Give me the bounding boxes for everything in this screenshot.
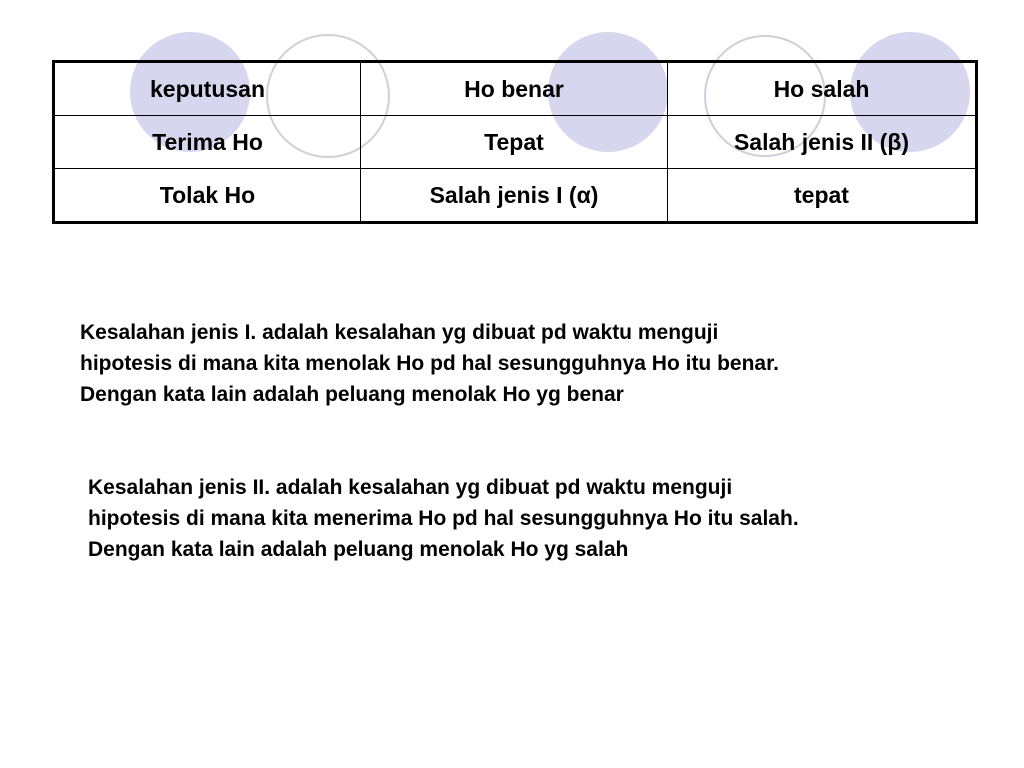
decision-error-table [52,60,978,224]
text-line: Kesalahan jenis II. adalah kesalahan yg dibuat pd waktu menguji [88,476,733,499]
table-header-cell: Ho benar [361,62,668,116]
type-ii-error-explanation [88,472,799,565]
text-line: Kesalahan jenis I. adalah kesalahan yg dibuat pd waktu menguji [80,321,719,344]
table-cell: Tepat [361,116,668,169]
table-header-row [54,62,977,116]
table-header-cell: Ho salah [668,62,977,116]
table-cell: Salah jenis II (β) [668,116,977,169]
table-header-cell: keputusan [54,62,361,116]
table-cell: Salah jenis I (α) [361,169,668,223]
text-line: hipotesis di mana kita menolak Ho pd hal sesungguhnya Ho itu benar. [80,352,779,375]
text-line: Dengan kata lain adalah peluang menolak Ho yg salah [88,538,629,561]
table-cell: tepat [668,169,977,223]
table-cell: Terima Ho [54,116,361,169]
text-line: hipotesis di mana kita menerima Ho pd hal sesungguhnya Ho itu salah. [88,507,799,530]
table-cell: Tolak Ho [54,169,361,223]
type-i-error-explanation [80,317,779,410]
text-line: Dengan kata lain adalah peluang menolak Ho yg benar [80,383,624,406]
table-row [54,169,977,223]
table-row [54,116,977,169]
